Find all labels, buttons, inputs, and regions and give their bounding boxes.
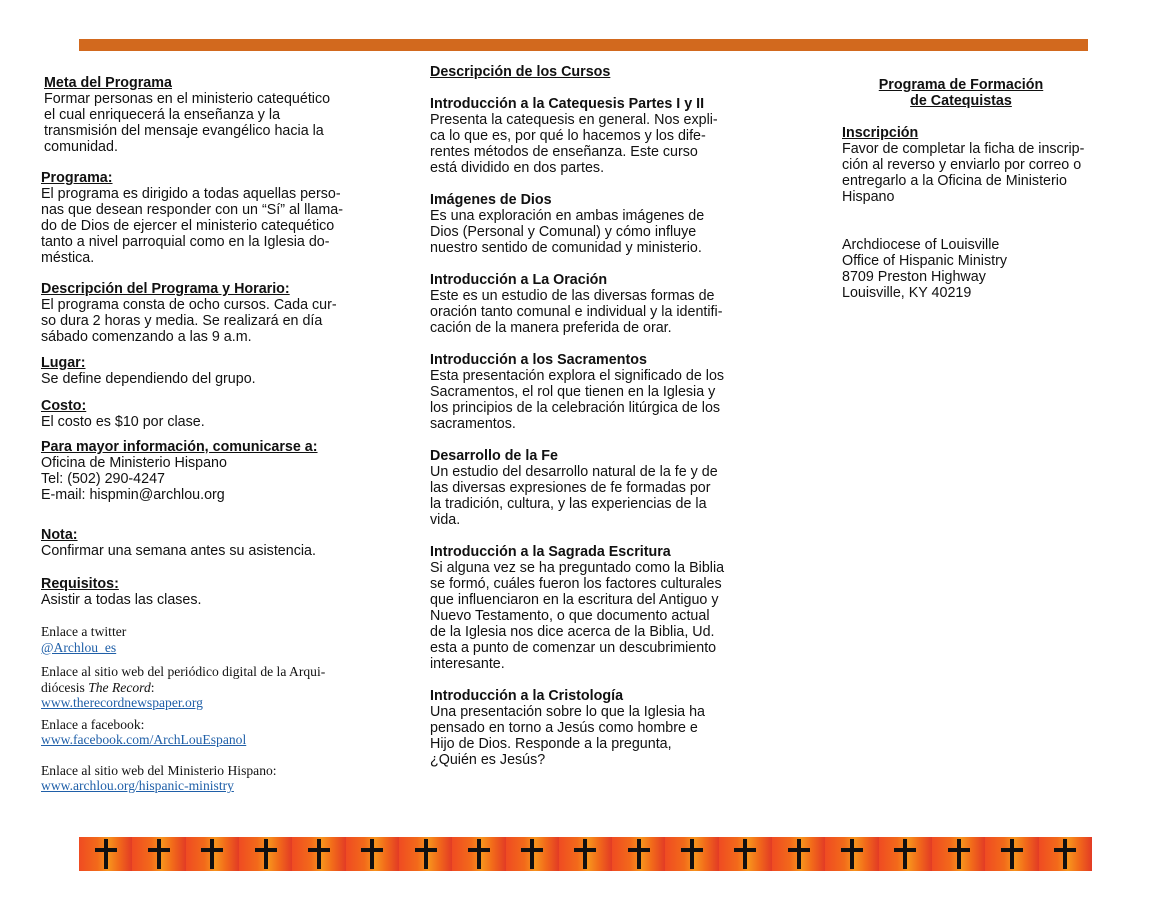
border-tile xyxy=(932,837,985,871)
meta-title: Meta del Programa xyxy=(44,75,172,91)
requisitos-title: Requisitos: xyxy=(41,576,119,592)
cross-icon xyxy=(93,839,119,869)
cross-icon xyxy=(572,839,598,869)
course-line: cación de la manera preferida de orar. xyxy=(430,320,672,336)
cross-icon xyxy=(892,839,918,869)
course-line: oración tanto comunal e individual y la identifi- xyxy=(430,304,723,320)
course-line: ¿Quién es Jesús? xyxy=(430,752,546,768)
course-line: Es una exploración en ambas imágenes de xyxy=(430,208,705,224)
twitter-block xyxy=(41,624,361,655)
border-tile xyxy=(186,837,239,871)
border-tile xyxy=(559,837,612,871)
cross-icon xyxy=(413,839,439,869)
cross-icon xyxy=(199,839,225,869)
record-name: The Record xyxy=(88,679,151,695)
course-line: Sacramentos, el rol que tienen en la Iglesia y xyxy=(430,384,716,400)
course-line: esta a punto de comenzar un descubrimiento xyxy=(430,640,717,656)
border-tile xyxy=(772,837,825,871)
course-line: Esta presentación explora el significado de los xyxy=(430,368,725,384)
programa-title: Programa: xyxy=(41,170,113,186)
lugar-line: Se define dependiendo del grupo. xyxy=(41,371,256,387)
cross-border xyxy=(79,837,1092,871)
border-tile xyxy=(879,837,932,871)
program-title-block xyxy=(842,77,1080,109)
cross-icon xyxy=(839,839,865,869)
descripcion-line: so dura 2 horas y media. Se realizará en día xyxy=(41,313,323,329)
left-column xyxy=(41,75,361,794)
cross-icon xyxy=(999,839,1025,869)
border-tile xyxy=(452,837,505,871)
course-title: Introducción a La Oración xyxy=(430,272,608,288)
cross-icon xyxy=(359,839,385,869)
programa-line: tanto a nivel parroquial como en la Iglesia do- xyxy=(41,234,330,250)
border-tile xyxy=(292,837,345,871)
inscripcion-line: ción al reverso y enviarlo por correo o xyxy=(842,157,1082,173)
twitter-label: Enlace a twitter xyxy=(41,624,127,639)
inscripcion-line: Hispano xyxy=(842,189,895,205)
program-title-line2: de Catequistas xyxy=(910,93,1012,109)
info-email: E-mail: hispmin@archlou.org xyxy=(41,487,225,503)
meta-line: transmisión del mensaje evangélico hacia la xyxy=(44,123,324,139)
programa-line: do de Dios de ejercer el ministerio catequético xyxy=(41,218,335,234)
course-line: los principios de la celebración litúrgica de los xyxy=(430,400,721,416)
course-title: Introducción a la Cristología xyxy=(430,688,624,704)
costo-line: El costo es $10 por clase. xyxy=(41,414,205,430)
meta-line: Formar personas en el ministerio catequético xyxy=(44,91,331,107)
course-line: la tradición, cultura, y las experiencias de la xyxy=(430,496,707,512)
nota-section xyxy=(41,527,361,559)
cross-icon xyxy=(732,839,758,869)
border-tile xyxy=(399,837,452,871)
course-cristologia xyxy=(430,688,736,768)
cross-icon xyxy=(253,839,279,869)
meta-line: comunidad. xyxy=(44,139,118,155)
address-block xyxy=(842,237,1104,301)
info-section xyxy=(41,439,361,503)
programa-section xyxy=(41,170,361,266)
border-tile xyxy=(79,837,132,871)
address-line: Office of Hispanic Ministry xyxy=(842,253,1007,269)
ministerio-link[interactable]: www.archlou.org/hispanic-ministry xyxy=(41,778,234,793)
course-fe xyxy=(430,448,736,528)
ministerio-label: Enlace al sitio web del Ministerio Hispano: xyxy=(41,762,277,778)
programa-line: nas que desean responder con un “Sí” al llama- xyxy=(41,202,344,218)
costo-title: Costo: xyxy=(41,398,87,414)
cross-icon xyxy=(946,839,972,869)
course-line: se formó, cuáles fueron los factores culturales xyxy=(430,576,722,592)
course-title: Introducción a la Catequesis Partes I y II xyxy=(430,96,705,112)
top-orange-bar xyxy=(79,39,1088,51)
course-oracion xyxy=(430,272,736,336)
border-tile xyxy=(346,837,399,871)
lugar-section xyxy=(41,355,361,387)
course-line: ca lo que es, por qué lo hacemos y los dife- xyxy=(430,128,706,144)
course-catequesis xyxy=(430,96,736,176)
facebook-label: Enlace a facebook: xyxy=(41,716,145,732)
middle-column xyxy=(430,64,736,768)
nota-line: Confirmar una semana antes su asistencia. xyxy=(41,543,316,559)
border-tile xyxy=(132,837,185,871)
requisitos-line: Asistir a todas las clases. xyxy=(41,592,202,608)
info-phone: Tel: (502) 290-4247 xyxy=(41,471,165,487)
course-line: está dividido en dos partes. xyxy=(430,160,605,176)
course-sacramentos xyxy=(430,352,736,432)
program-title-line1: Programa de Formación xyxy=(878,77,1044,93)
border-tile xyxy=(239,837,292,871)
meta-line: el cual enriquecerá la enseñanza y la xyxy=(44,107,281,123)
cross-icon xyxy=(466,839,492,869)
inscripcion-title: Inscripción xyxy=(842,125,919,141)
cross-icon xyxy=(1052,839,1078,869)
course-escritura xyxy=(430,544,736,672)
cross-icon xyxy=(146,839,172,869)
inscripcion-line: Favor de completar la ficha de inscrip- xyxy=(842,141,1085,157)
inscripcion-section xyxy=(842,125,1104,205)
ministerio-block xyxy=(41,763,361,794)
course-line: Hijo de Dios. Responde a la pregunta, xyxy=(430,736,672,752)
course-line: pensado en torno a Jesús como hombre e xyxy=(430,720,698,736)
nota-title: Nota: xyxy=(41,527,78,543)
course-line: Dios (Personal y Comunal) y cómo influye xyxy=(430,224,697,240)
course-title: Imágenes de Dios xyxy=(430,192,552,208)
cross-icon xyxy=(519,839,545,869)
descripcion-line: El programa consta de ocho cursos. Cada cur- xyxy=(41,297,337,313)
border-tile xyxy=(665,837,718,871)
record-label-text: diócesis xyxy=(41,679,89,695)
course-line: nuestro sentido de comunidad y ministerio. xyxy=(430,240,702,256)
course-imagenes xyxy=(430,192,736,256)
facebook-link[interactable]: www.facebook.com/ArchLouEspanol xyxy=(41,732,247,747)
course-title: Desarrollo de la Fe xyxy=(430,448,558,464)
record-colon: : xyxy=(150,679,155,695)
course-line: vida. xyxy=(430,512,461,528)
border-tile xyxy=(985,837,1038,871)
course-line: Una presentación sobre lo que la Iglesia ha xyxy=(430,704,705,720)
course-line: sacramentos. xyxy=(430,416,516,432)
right-column xyxy=(842,77,1104,301)
twitter-link[interactable]: @Archlou_es xyxy=(41,639,117,655)
course-line: Este es un estudio de las diversas formas de xyxy=(430,288,715,304)
border-tile xyxy=(1039,837,1092,871)
cross-icon xyxy=(626,839,652,869)
course-line: Presenta la catequesis en general. Nos expli- xyxy=(430,112,718,128)
programa-line: méstica. xyxy=(41,250,95,266)
cross-icon xyxy=(786,839,812,869)
info-title: Para mayor información, comunicarse a: xyxy=(41,439,318,455)
record-label: Enlace al sitio web del periódico digital de la Arqui- xyxy=(41,664,326,679)
course-line: rentes métodos de enseñanza. Este curso xyxy=(430,144,698,160)
border-tile xyxy=(825,837,878,871)
course-title: Introducción a la Sagrada Escritura xyxy=(430,544,671,560)
lugar-title: Lugar: xyxy=(41,355,86,371)
record-link[interactable]: www.therecordnewspaper.org xyxy=(41,695,203,710)
descripcion-line: sábado comenzando a las 9 a.m. xyxy=(41,329,252,345)
meta-section xyxy=(44,75,361,155)
courses-heading: Descripción de los Cursos xyxy=(430,64,611,80)
requisitos-section xyxy=(41,576,361,608)
border-tile xyxy=(506,837,559,871)
costo-section xyxy=(41,398,361,430)
course-line: interesante. xyxy=(430,656,505,672)
course-line: Nuevo Testamento, o que documento actual xyxy=(430,608,710,624)
address-line: 8709 Preston Highway xyxy=(842,269,986,285)
address-line: Archdiocese of Louisville xyxy=(842,237,1000,253)
course-line: Un estudio del desarrollo natural de la fe y de xyxy=(430,464,718,480)
course-line: Si alguna vez se ha preguntado como la Biblia xyxy=(430,560,725,576)
course-line: de la Iglesia nos dice acerca de la Biblia, Ud. xyxy=(430,624,715,640)
border-tile xyxy=(719,837,772,871)
record-label-2 xyxy=(41,680,361,696)
course-line: que influenciaron en la escritura del Antiguo y xyxy=(430,592,719,608)
facebook-block xyxy=(41,717,361,748)
cross-icon xyxy=(679,839,705,869)
course-line: las diversas expresiones de fe formadas por xyxy=(430,480,711,496)
inscripcion-line: entregarlo a la Oficina de Ministerio xyxy=(842,173,1067,189)
programa-line: El programa es dirigido a todas aquellas perso- xyxy=(41,186,341,202)
address-line: Louisville, KY 40219 xyxy=(842,285,972,301)
course-title: Introducción a los Sacramentos xyxy=(430,352,647,368)
cross-icon xyxy=(306,839,332,869)
descripcion-section xyxy=(41,281,361,345)
border-tile xyxy=(612,837,665,871)
info-line: Oficina de Ministerio Hispano xyxy=(41,455,227,471)
record-block xyxy=(41,664,361,711)
descripcion-title: Descripción del Programa y Horario: xyxy=(41,281,290,297)
